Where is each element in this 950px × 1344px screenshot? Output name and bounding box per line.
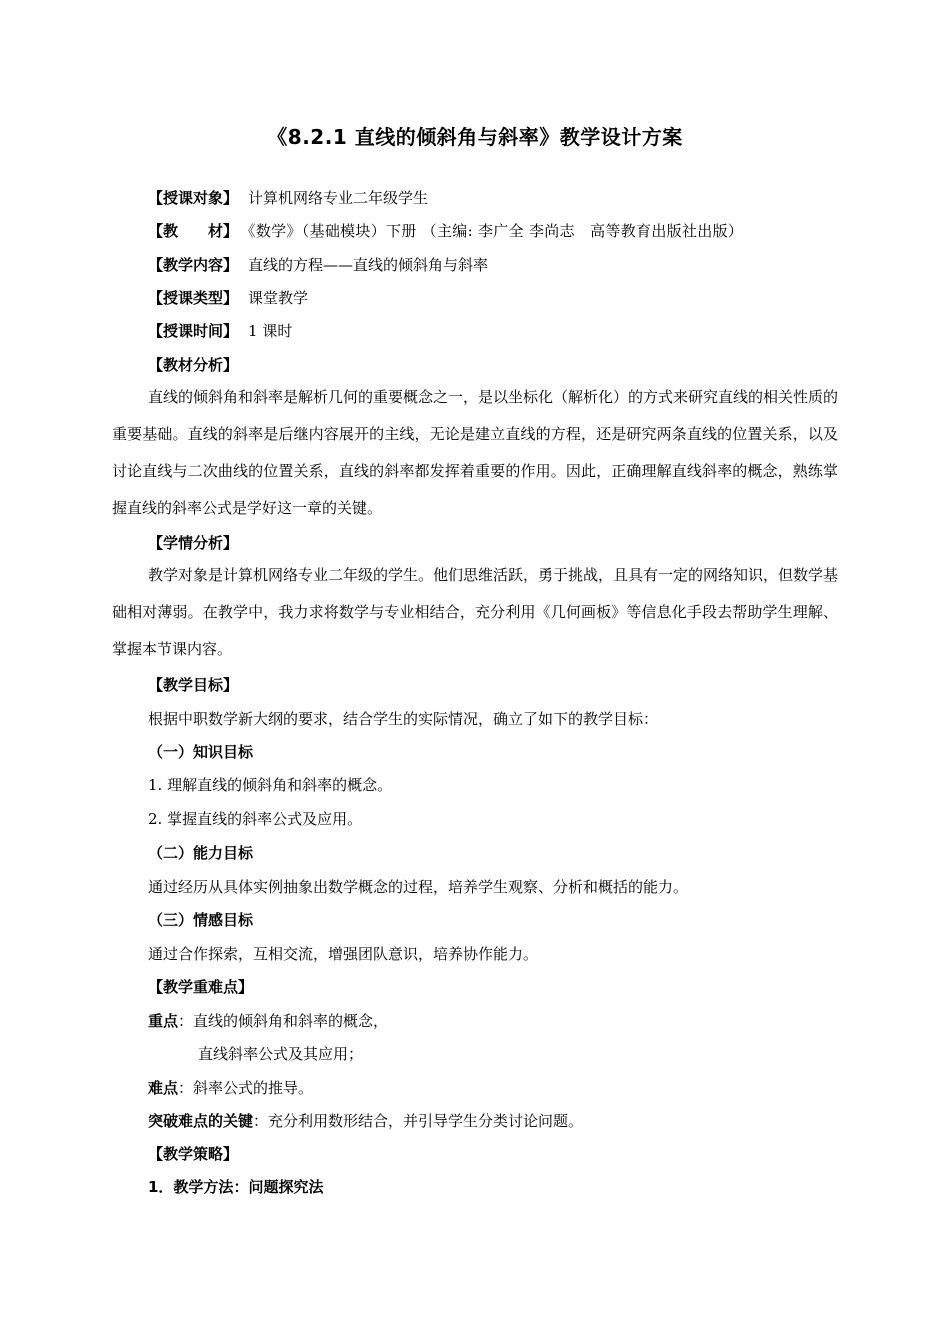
key-point-row bbox=[148, 1010, 388, 1032]
info-row-type bbox=[148, 287, 308, 309]
info-value: 直线的方程——直线的倾斜角与斜率 bbox=[248, 256, 489, 274]
student-heading: 【学情分析】 bbox=[148, 534, 239, 552]
info-value: 《数学》（基础模块）下册 （主编: 李广全 李尚志 高等教育出版社出版） bbox=[248, 222, 744, 240]
info-value: 计算机网络专业二年级学生 bbox=[248, 189, 429, 207]
knowledge-heading: （一）知识目标 bbox=[148, 743, 254, 761]
hard-point-row bbox=[148, 1077, 313, 1099]
ability-heading: （二）能力目标 bbox=[148, 844, 254, 862]
info-label: 【授课时间】 bbox=[148, 322, 239, 340]
key-label: 重点 bbox=[148, 1012, 179, 1030]
knowledge-item-2: 2. 掌握直线的斜率公式及应用。 bbox=[148, 810, 363, 828]
info-value: 1 课时 bbox=[248, 322, 293, 340]
info-row-audience bbox=[148, 187, 428, 209]
student-paragraph: 教学对象是计算机网络专业二年级的学生。他们思维活跃，勇于挑战，且具有一定的网络知识，但数学基础相对薄弱。在教学中，我力求将数学与专业相结合，充分利用《几何画板》等信息化手段去帮助学生理解、掌握本节课内容。 bbox=[112, 566, 839, 658]
key-heading: 【教学重难点】 bbox=[148, 978, 254, 996]
key-text: ：直线的倾斜角和斜率的概念， bbox=[178, 1012, 389, 1030]
info-row-textbook bbox=[148, 220, 743, 242]
breakthrough-text: ：充分利用数形结合，并引导学生分类讨论问题。 bbox=[253, 1112, 584, 1130]
document-title: 《8.2.1 直线的倾斜角与斜率》教学设计方案 bbox=[267, 125, 683, 149]
strategy-heading: 【教学策略】 bbox=[148, 1145, 239, 1163]
info-row-time bbox=[148, 320, 292, 342]
info-label: 【授课类型】 bbox=[148, 289, 239, 307]
breakthrough-row bbox=[148, 1110, 583, 1132]
material-paragraph: 直线的倾斜角和斜率是解析几何的重要概念之一，是以坐标化（解析化）的方式来研究直线的相关性质的重要基础。直线的斜率是后继内容展开的主线，无论是建立直线的方程，还是研究两条直线的位置关系，以及讨论直线与二次曲线的位置关系，直线的斜率都发挥着重要的作用。因此，正确理解直线斜率的概念，熟练掌握直线的斜率公式是学好这一章的关键。 bbox=[112, 388, 839, 517]
goal-heading: 【教学目标】 bbox=[148, 676, 239, 694]
emotion-heading: （三）情感目标 bbox=[148, 911, 254, 929]
hard-text: ：斜率公式的推导。 bbox=[178, 1079, 314, 1097]
knowledge-item-1: 1. 理解直线的倾斜角和斜率的概念。 bbox=[148, 776, 393, 794]
info-label: 【授课对象】 bbox=[148, 189, 239, 207]
material-heading: 【教材分析】 bbox=[148, 356, 239, 374]
goal-intro: 根据中职数学新大纲的要求，结合学生的实际情况，确立了如下的教学目标： bbox=[148, 710, 659, 728]
breakthrough-label: 突破难点的关键 bbox=[148, 1112, 254, 1130]
info-label: 【教学内容】 bbox=[148, 256, 239, 274]
strategy-item-1: 1．教学方法：问题探究法 bbox=[148, 1178, 324, 1196]
ability-text: 通过经历从具体实例抽象出数学概念的过程，培养学生观察、分析和概括的能力。 bbox=[148, 878, 689, 896]
info-value: 课堂教学 bbox=[248, 289, 309, 307]
key-point-second: 直线斜率公式及其应用； bbox=[198, 1045, 364, 1063]
info-label: 【教 材】 bbox=[148, 222, 239, 240]
emotion-text: 通过合作探索，互相交流，增强团队意识，培养协作能力。 bbox=[148, 945, 539, 963]
info-row-content bbox=[148, 254, 488, 276]
hard-label: 难点 bbox=[148, 1079, 179, 1097]
